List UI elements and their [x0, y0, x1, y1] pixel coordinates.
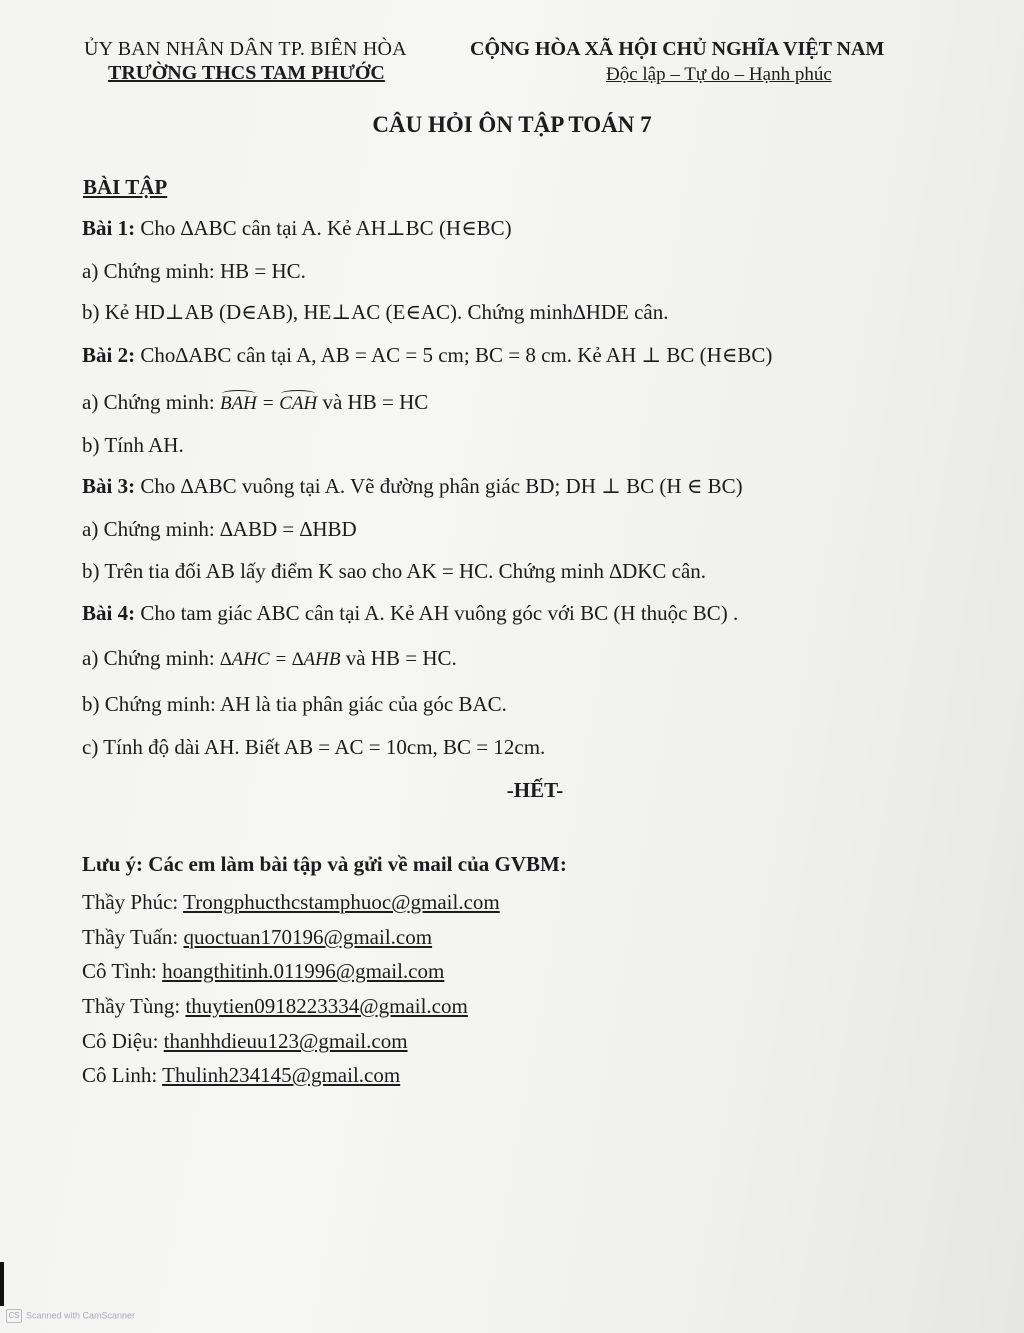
exercise-4-part-a-math: ∆AHC = ∆AHB: [219, 649, 341, 670]
note-heading: Lưu ý: Các em làm bài tập và gửi về mail của GVBM:: [82, 852, 567, 876]
exercise-4-part-b: b) Chứng minh: AH là tia phân giác của góc BAC.: [82, 692, 507, 716]
header-motto: [606, 64, 832, 86]
exercise-2-part-a-prefix: a) Chứng minh:: [82, 390, 220, 414]
contact-email-link[interactable]: thuytien0918223334@gmail.com: [185, 994, 468, 1018]
header-motto-text: Độc lập – Tự do – Hạnh phúc: [606, 64, 832, 85]
contact-name: Thầy Phúc:: [82, 890, 184, 914]
scanner-watermark-text: Scanned with CamScanner: [26, 1310, 136, 1321]
camscanner-logo-icon: CS: [6, 1309, 22, 1323]
contact-line: [82, 925, 432, 950]
exercise-1-text: Cho ∆ABC cân tại A. Kẻ AH⊥BC (H∈BC): [135, 216, 512, 240]
exercise-3-label: Bài 3:: [82, 474, 136, 498]
angle-bah: BAH: [219, 393, 257, 414]
exercise-3-part-a: a) Chứng minh: ∆ABD = ∆HBD: [82, 517, 357, 541]
exercise-4-label: Bài 4:: [82, 601, 136, 625]
contact-name: Cô Diệu:: [82, 1029, 164, 1053]
exercise-2-part-a: [82, 390, 428, 415]
exercise-2-part-a-suffix: và HB = HC: [317, 390, 429, 414]
angle-equals: =: [256, 393, 280, 414]
exercise-3-heading: [82, 474, 743, 499]
contact-name: Cô Tình:: [82, 959, 163, 983]
exercise-4-part-a: [82, 646, 457, 671]
angle-cah: CAH: [279, 393, 318, 414]
header-school-text: TRƯỜNG THCS TAM PHƯỚC: [108, 62, 385, 84]
exercise-1-label: Bài 1:: [82, 216, 136, 240]
scan-edge-line: [0, 1262, 4, 1306]
exercise-2-label: Bài 2:: [82, 343, 136, 367]
exercise-4-heading: [82, 601, 738, 626]
exercise-4-part-c: c) Tính độ dài AH. Biết AB = AC = 10cm, BC = 12cm.: [82, 735, 546, 759]
contact-line: [82, 890, 500, 915]
contact-line: [82, 959, 444, 984]
contact-email-link[interactable]: Trongphucthcstamphuoc@gmail.com: [183, 890, 500, 914]
contact-email-link[interactable]: quoctuan170196@gmail.com: [183, 925, 433, 949]
document-title: CÂU HỎI ÔN TẬP TOÁN 7: [372, 112, 652, 137]
contact-line: [82, 1063, 400, 1088]
exercise-1-part-a: a) Chứng minh: HB = HC.: [82, 259, 306, 283]
contact-email-link[interactable]: hoangthitinh.011996@gmail.com: [162, 959, 445, 983]
exercise-4-text: Cho tam giác ABC cân tại A. Kẻ AH vuông góc với BC (H thuộc BC) .: [135, 601, 739, 625]
contact-email-link[interactable]: Thulinh234145@gmail.com: [162, 1063, 401, 1087]
contact-name: Thầy Tuấn:: [82, 925, 184, 949]
exercise-4-part-a-prefix: a) Chứng minh:: [82, 646, 220, 670]
exercise-2-heading: [82, 343, 772, 368]
scanner-watermark: [6, 1309, 135, 1323]
exercise-1-heading: [82, 216, 512, 241]
contact-name: Thầy Tùng:: [82, 994, 186, 1018]
exercise-2-text: Cho∆ABC cân tại A, AB = AC = 5 cm; BC = 8 cm. Kẻ AH ⊥ BC (H∈BC): [135, 343, 773, 367]
contact-name: Cô Linh:: [82, 1063, 163, 1087]
exercise-3-text: Cho ∆ABC vuông tại A. Vẽ đường phân giác BD; DH ⊥ BC (H ∈ BC): [135, 474, 743, 498]
section-heading: BÀI TẬP: [83, 175, 168, 199]
exercise-3-part-b: b) Trên tia đối AB lấy điểm K sao cho AK = HC. Chứng minh ∆DKC cân.: [82, 559, 707, 583]
contact-email-link[interactable]: thanhhdieuu123@gmail.com: [163, 1029, 408, 1053]
header-republic: CỘNG HÒA XÃ HỘI CHỦ NGHĨA VIỆT NAM: [470, 38, 885, 60]
exercise-2-part-b: b) Tính AH.: [82, 433, 184, 457]
header-authority: ỦY BAN NHÂN DÂN TP. BIÊN HÒA: [84, 38, 407, 60]
exercise-1-part-b: b) Kẻ HD⊥AB (D∈AB), HE⊥AC (E∈AC). Chứng minh∆HDE cân.: [82, 300, 669, 324]
contact-line: [82, 994, 468, 1019]
end-mark: -HẾT-: [506, 778, 564, 802]
header-school: [108, 62, 385, 85]
contact-line: [82, 1029, 408, 1054]
exercise-4-part-a-suffix: và HB = HC.: [340, 646, 457, 670]
